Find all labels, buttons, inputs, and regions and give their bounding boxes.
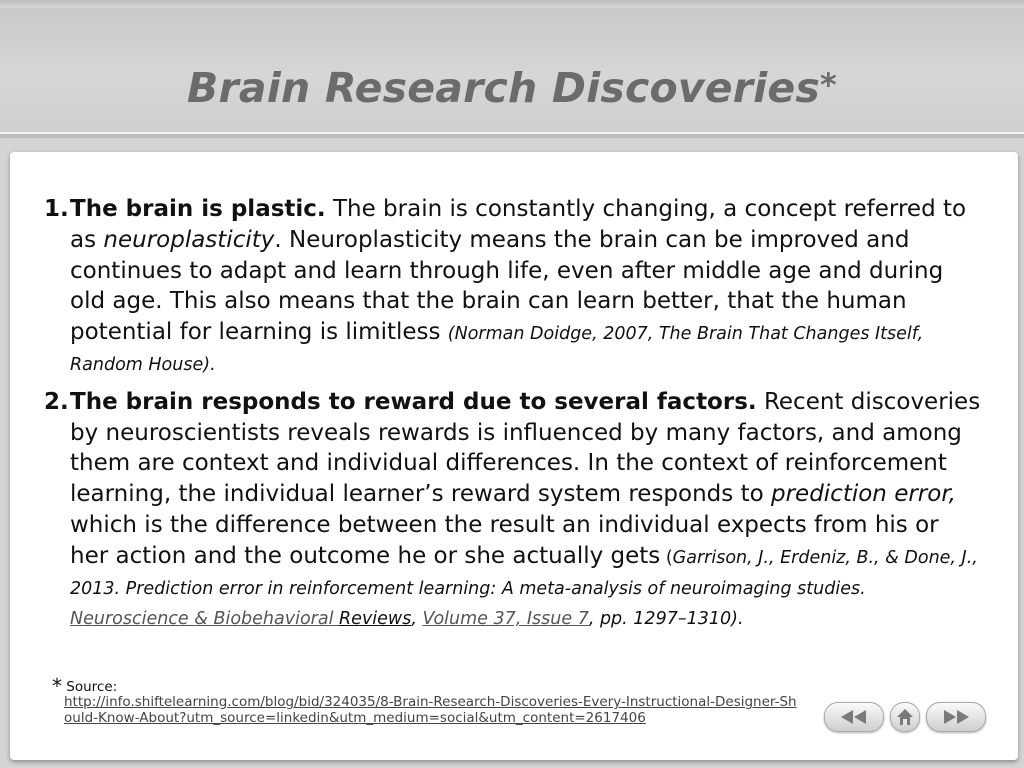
discoveries-list [44,194,984,641]
home-icon [896,708,914,726]
footnote-asterisk: * [52,674,62,698]
item-emphasis: prediction error, [770,481,956,508]
item-heading: The brain responds to reward due to several factors. [70,388,757,415]
item-text: Recent discoveries by neuroscientists reveals rewards is influenced by many factors, and among them are context and individual differences. In the context of reinforcement learning, the individual learner’s reward system responds to [70,388,981,508]
item-heading: The brain is plastic. [70,196,326,222]
item-number: 1. [44,196,69,222]
item-citation: (Norman Doidge, 2007, The Brain That Changes Itself, Random House). [70,324,924,375]
list-item [44,387,984,633]
previous-button[interactable] [824,702,884,732]
source-link[interactable]: http://info.shiftelearning.com/blog/bid/324035/8-Brain-Research-Discoveries-Every-Instructional-Designer-Should-Know-About?utm_source=linkedin&utm_medium=social&utm_content=2617406 [64,694,797,726]
top-strip [0,0,1024,8]
volume-link[interactable]: Volume 37, Issue 7 [422,609,589,630]
home-button[interactable] [890,702,920,732]
list-item [44,194,984,379]
fast-forward-icon [941,710,971,724]
reviews-link[interactable]: Reviews [339,609,412,630]
item-text: which is the difference between the result an individual expects from his or her action and the outcome he or she actually gets [70,511,939,569]
title-asterisk: * [820,66,837,104]
item-text: . Neuroplasticity means the brain can be improved and continues to adapt and learn through life, even after middle age and during old age. This also means that the brain can learn better, that the human potential for learning is limitless [70,226,944,346]
journal-link[interactable]: Neuroscience & Biobehavioral [70,609,340,630]
title-band [0,8,1024,134]
item-citation: (Garrison, J., Erdeniz, B., & Done, J., 2013. Prediction error in reinforcement learning: A meta-analysis of neuroimaging studies. Neuroscience & Biobehavioral Reviews, Volume 37, Issue 7, pp. 1297–1310). [70,547,978,630]
item-number: 2. [44,388,69,415]
content-panel [10,152,1018,760]
item-emphasis: neuroplasticity [103,226,275,253]
slide-title: Brain Research Discoveries* [187,64,837,112]
next-button[interactable] [926,702,986,732]
footnote-label: Source: [66,679,118,695]
item-text: The brain is constantly changing, a concept referred to as [70,196,967,253]
rewind-icon [839,710,869,724]
